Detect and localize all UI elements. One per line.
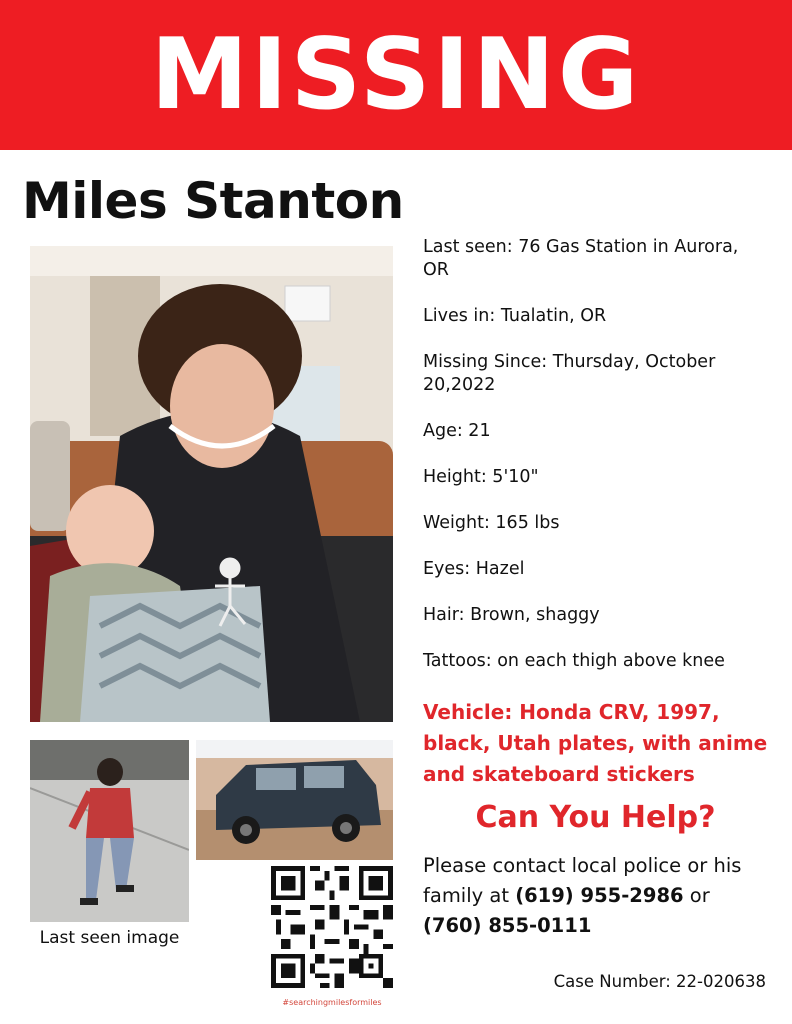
detail-tattoos: Tattoos: on each thigh above knee <box>423 651 725 671</box>
vehicle-info: Vehicle: Honda CRV, 1997, black, Utah plates, with anime and skateboard stickers <box>423 700 768 786</box>
person-name: Miles Stanton <box>22 172 404 230</box>
last-seen-caption: Last seen image <box>39 928 180 948</box>
detail-age: Age: 21 <box>423 421 491 441</box>
phone-2[interactable]: (760) 855-0111 <box>423 914 592 937</box>
last-seen-photo <box>30 740 189 922</box>
detail-missing-since: Missing Since: Thursday, October 20,2022 <box>423 352 716 395</box>
vehicle-photo <box>196 740 393 860</box>
contact-info <box>423 851 773 941</box>
detail-eyes: Eyes: Hazel <box>423 559 525 579</box>
detail-height: Height: 5'10" <box>423 467 539 487</box>
detail-weight: Weight: 165 lbs <box>423 513 560 533</box>
contact-lead: Please contact local police or his family at <box>423 854 742 907</box>
missing-banner <box>0 0 792 150</box>
detail-lives-in: Lives in: Tualatin, OR <box>423 306 607 326</box>
contact-connector: or <box>689 884 710 907</box>
phone-1[interactable]: (619) 955-2986 <box>515 884 684 907</box>
help-heading: Can You Help? <box>475 800 716 835</box>
detail-last-seen: Last seen: 76 Gas Station in Aurora, OR <box>423 237 739 280</box>
main-photo <box>30 246 393 722</box>
details-list <box>423 236 768 696</box>
qr-code[interactable] <box>271 866 393 988</box>
hashtag: #searchingmilesformiles <box>282 998 382 1007</box>
banner-title: MISSING <box>150 18 642 132</box>
detail-hair: Hair: Brown, shaggy <box>423 605 600 625</box>
case-number: Case Number: 22-020638 <box>553 972 766 991</box>
